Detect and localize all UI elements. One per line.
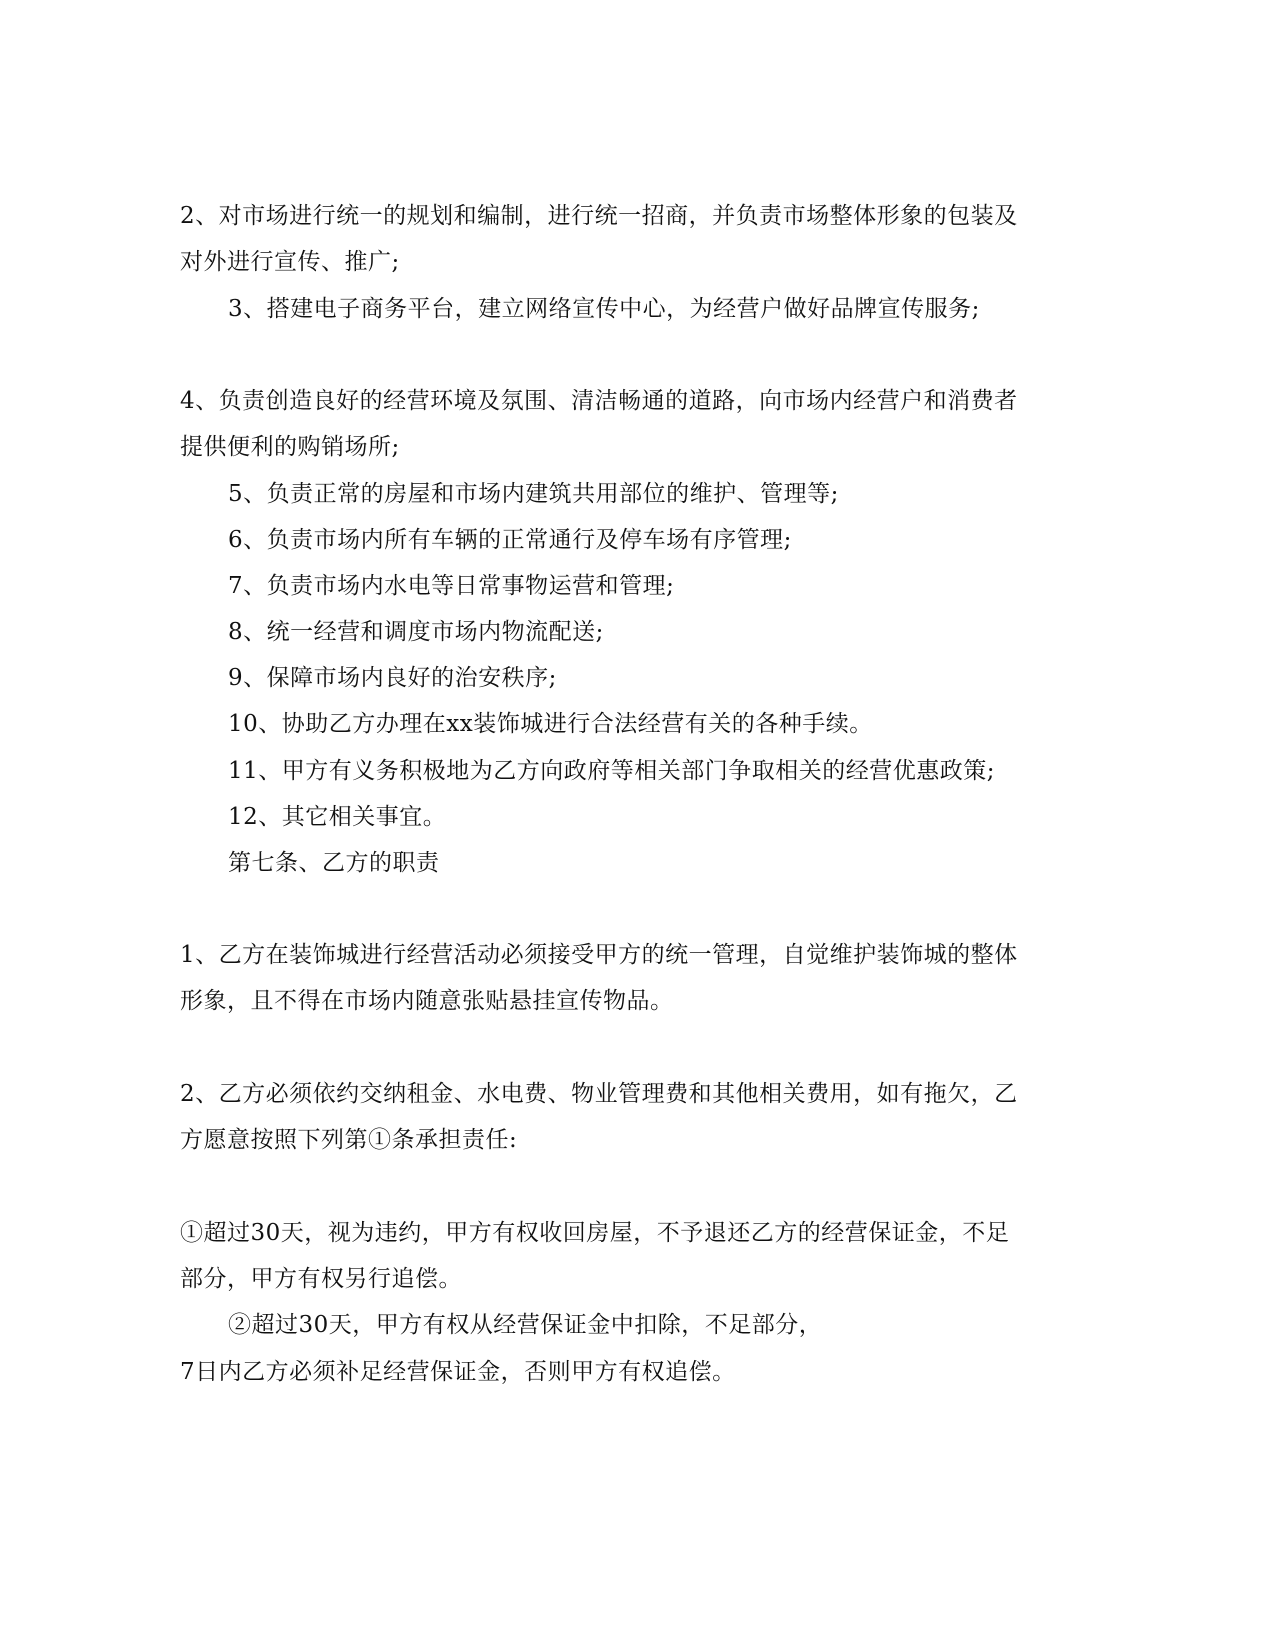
paragraph-item-5: 5、负责正常的房屋和市场内建筑共用部位的维护、管理等;	[228, 481, 839, 507]
paragraph-item-6: 6、负责市场内所有车辆的正常通行及停车场有序管理;	[228, 527, 792, 553]
paragraph-item-2-line-1: 2、对市场进行统一的规划和编制，进行统一招商，并负责市场整体形象的包装及	[180, 203, 1018, 229]
paragraph-item-4-line-2: 提供便利的购销场所;	[180, 434, 400, 460]
paragraph-item-3: 3、搭建电子商务平台，建立网络宣传中心，为经营户做好品牌宣传服务;	[228, 296, 980, 322]
paragraph-duty-2-line-2: 方愿意按照下列第①条承担责任:	[180, 1127, 518, 1153]
paragraph-item-12: 12、其它相关事宜。	[228, 804, 447, 830]
paragraph-item-9: 9、保障市场内良好的治安秩序;	[228, 665, 557, 691]
paragraph-item-4-line-1: 4、负责创造良好的经营环境及氛围、清洁畅通的道路，向市场内经营户和消费者	[180, 388, 1018, 414]
paragraph-item-10: 10、协助乙方办理在xx装饰城进行合法经营有关的各种手续。	[228, 711, 873, 737]
paragraph-item-8: 8、统一经营和调度市场内物流配送;	[228, 619, 604, 645]
paragraph-item-7: 7、负责市场内水电等日常事物运营和管理;	[228, 573, 675, 599]
paragraph-item-2-line-2: 对外进行宣传、推广;	[180, 249, 400, 275]
clause-option-2-line-2: 7日内乙方必须补足经营保证金，否则甲方有权追偿。	[180, 1359, 736, 1385]
clause-option-2-line-1: ②超过30天，甲方有权从经营保证金中扣除，不足部分，	[228, 1312, 823, 1338]
section-heading-article-7: 第七条、乙方的职责	[228, 850, 440, 876]
paragraph-duty-1-line-2: 形象，且不得在市场内随意张贴悬挂宣传物品。	[180, 988, 674, 1014]
paragraph-item-11: 11、甲方有义务积极地为乙方向政府等相关部门争取相关的经营优惠政策;	[228, 758, 996, 784]
clause-option-1-line-1: ①超过30天，视为违约，甲方有权收回房屋，不予退还乙方的经营保证金，不足	[180, 1220, 1010, 1246]
clause-option-1-line-2: 部分，甲方有权另行追偿。	[180, 1266, 462, 1292]
paragraph-duty-2-line-1: 2、乙方必须依约交纳租金、水电费、物业管理费和其他相关费用，如有拖欠，乙	[180, 1081, 1018, 1107]
paragraph-duty-1-line-1: 1、乙方在装饰城进行经营活动必须接受甲方的统一管理，自觉维护装饰城的整体	[180, 942, 1018, 968]
